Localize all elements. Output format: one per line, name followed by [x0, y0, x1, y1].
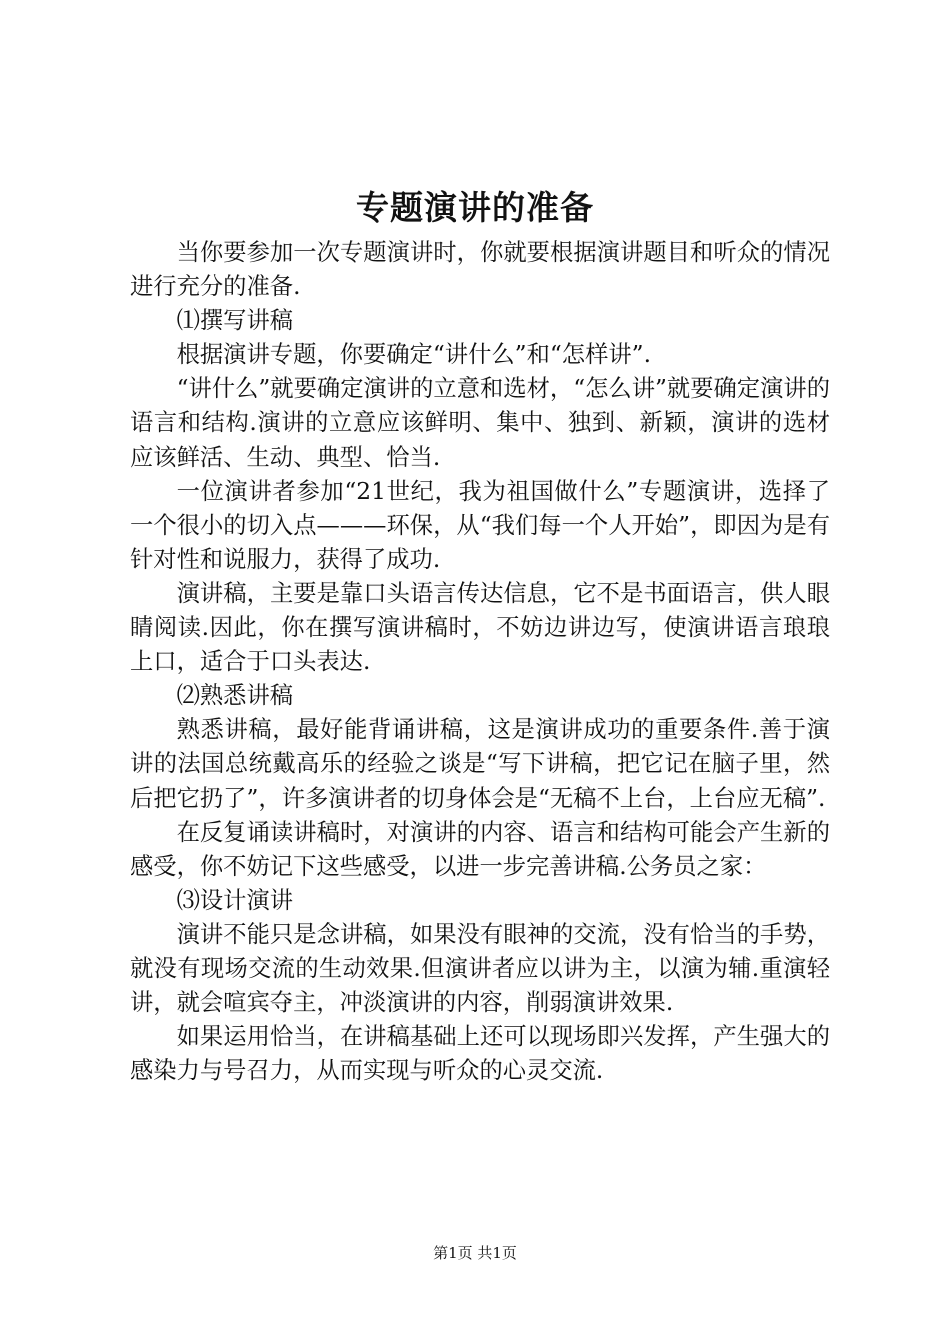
paragraph: 如果运用恰当，在讲稿基础上还可以现场即兴发挥，产生强大的感染力与号召力，从而实现与听众的心灵交流. — [130, 1023, 830, 1085]
paragraph: 熟悉讲稿，最好能背诵讲稿，这是演讲成功的重要条件.善于演讲的法国总统戴高乐的经验之谈是“写下讲稿，把它记在脑子里，然后把它扔了”，许多演讲者的切身体会是“无稿不上台，上台应无稿”. — [130, 716, 830, 812]
paragraph: 根据演讲专题，你要确定“讲什么”和“怎样讲”. — [176, 341, 651, 369]
paragraph: 演讲稿，主要是靠口头语言传达信息，它不是书面语言，供人眼睛阅读.因此，你在撰写演讲稿时，不妨边讲边写，使演讲语言琅琅上口，适合于口头表达. — [130, 579, 830, 676]
section-heading-3: ⑶设计演讲 — [176, 886, 294, 914]
section-heading-2: ⑵熟悉讲稿 — [176, 682, 294, 710]
document-body — [130, 236, 830, 1088]
paragraph: 在反复诵读讲稿时，对演讲的内容、语言和结构可能会产生新的感受，你不妨记下这些感受，以进一步完善讲稿.公务员之家： — [130, 818, 830, 880]
section-heading-1: ⑴撰写讲稿 — [176, 307, 294, 335]
paragraph: 一位演讲者参加“21世纪，我为祖国做什么”专题演讲，选择了一个很小的切入点———环保，从“我们每一个人开始”，即因为是有针对性和说服力，获得了成功. — [130, 477, 830, 573]
page-footer: 第1页 共1页 — [433, 1244, 517, 1262]
document-title: 专题演讲的准备 — [356, 188, 594, 227]
paragraph: “讲什么”就要确定演讲的立意和选材，“怎么讲”就要确定演讲的语言和结构.演讲的立意应该鲜明、集中、独到、新颖，演讲的选材应该鲜活、生动、典型、恰当. — [130, 375, 830, 471]
paragraph: 演讲不能只是念讲稿，如果没有眼神的交流，没有恰当的手势，就没有现场交流的生动效果.但演讲者应以讲为主，以演为辅.重演轻讲，就会喧宾夺主，冲淡演讲的内容，削弱演讲效果. — [130, 920, 830, 1017]
paragraph-intro: 当你要参加一次专题演讲时，你就要根据演讲题目和听众的情况进行充分的准备. — [130, 239, 830, 301]
